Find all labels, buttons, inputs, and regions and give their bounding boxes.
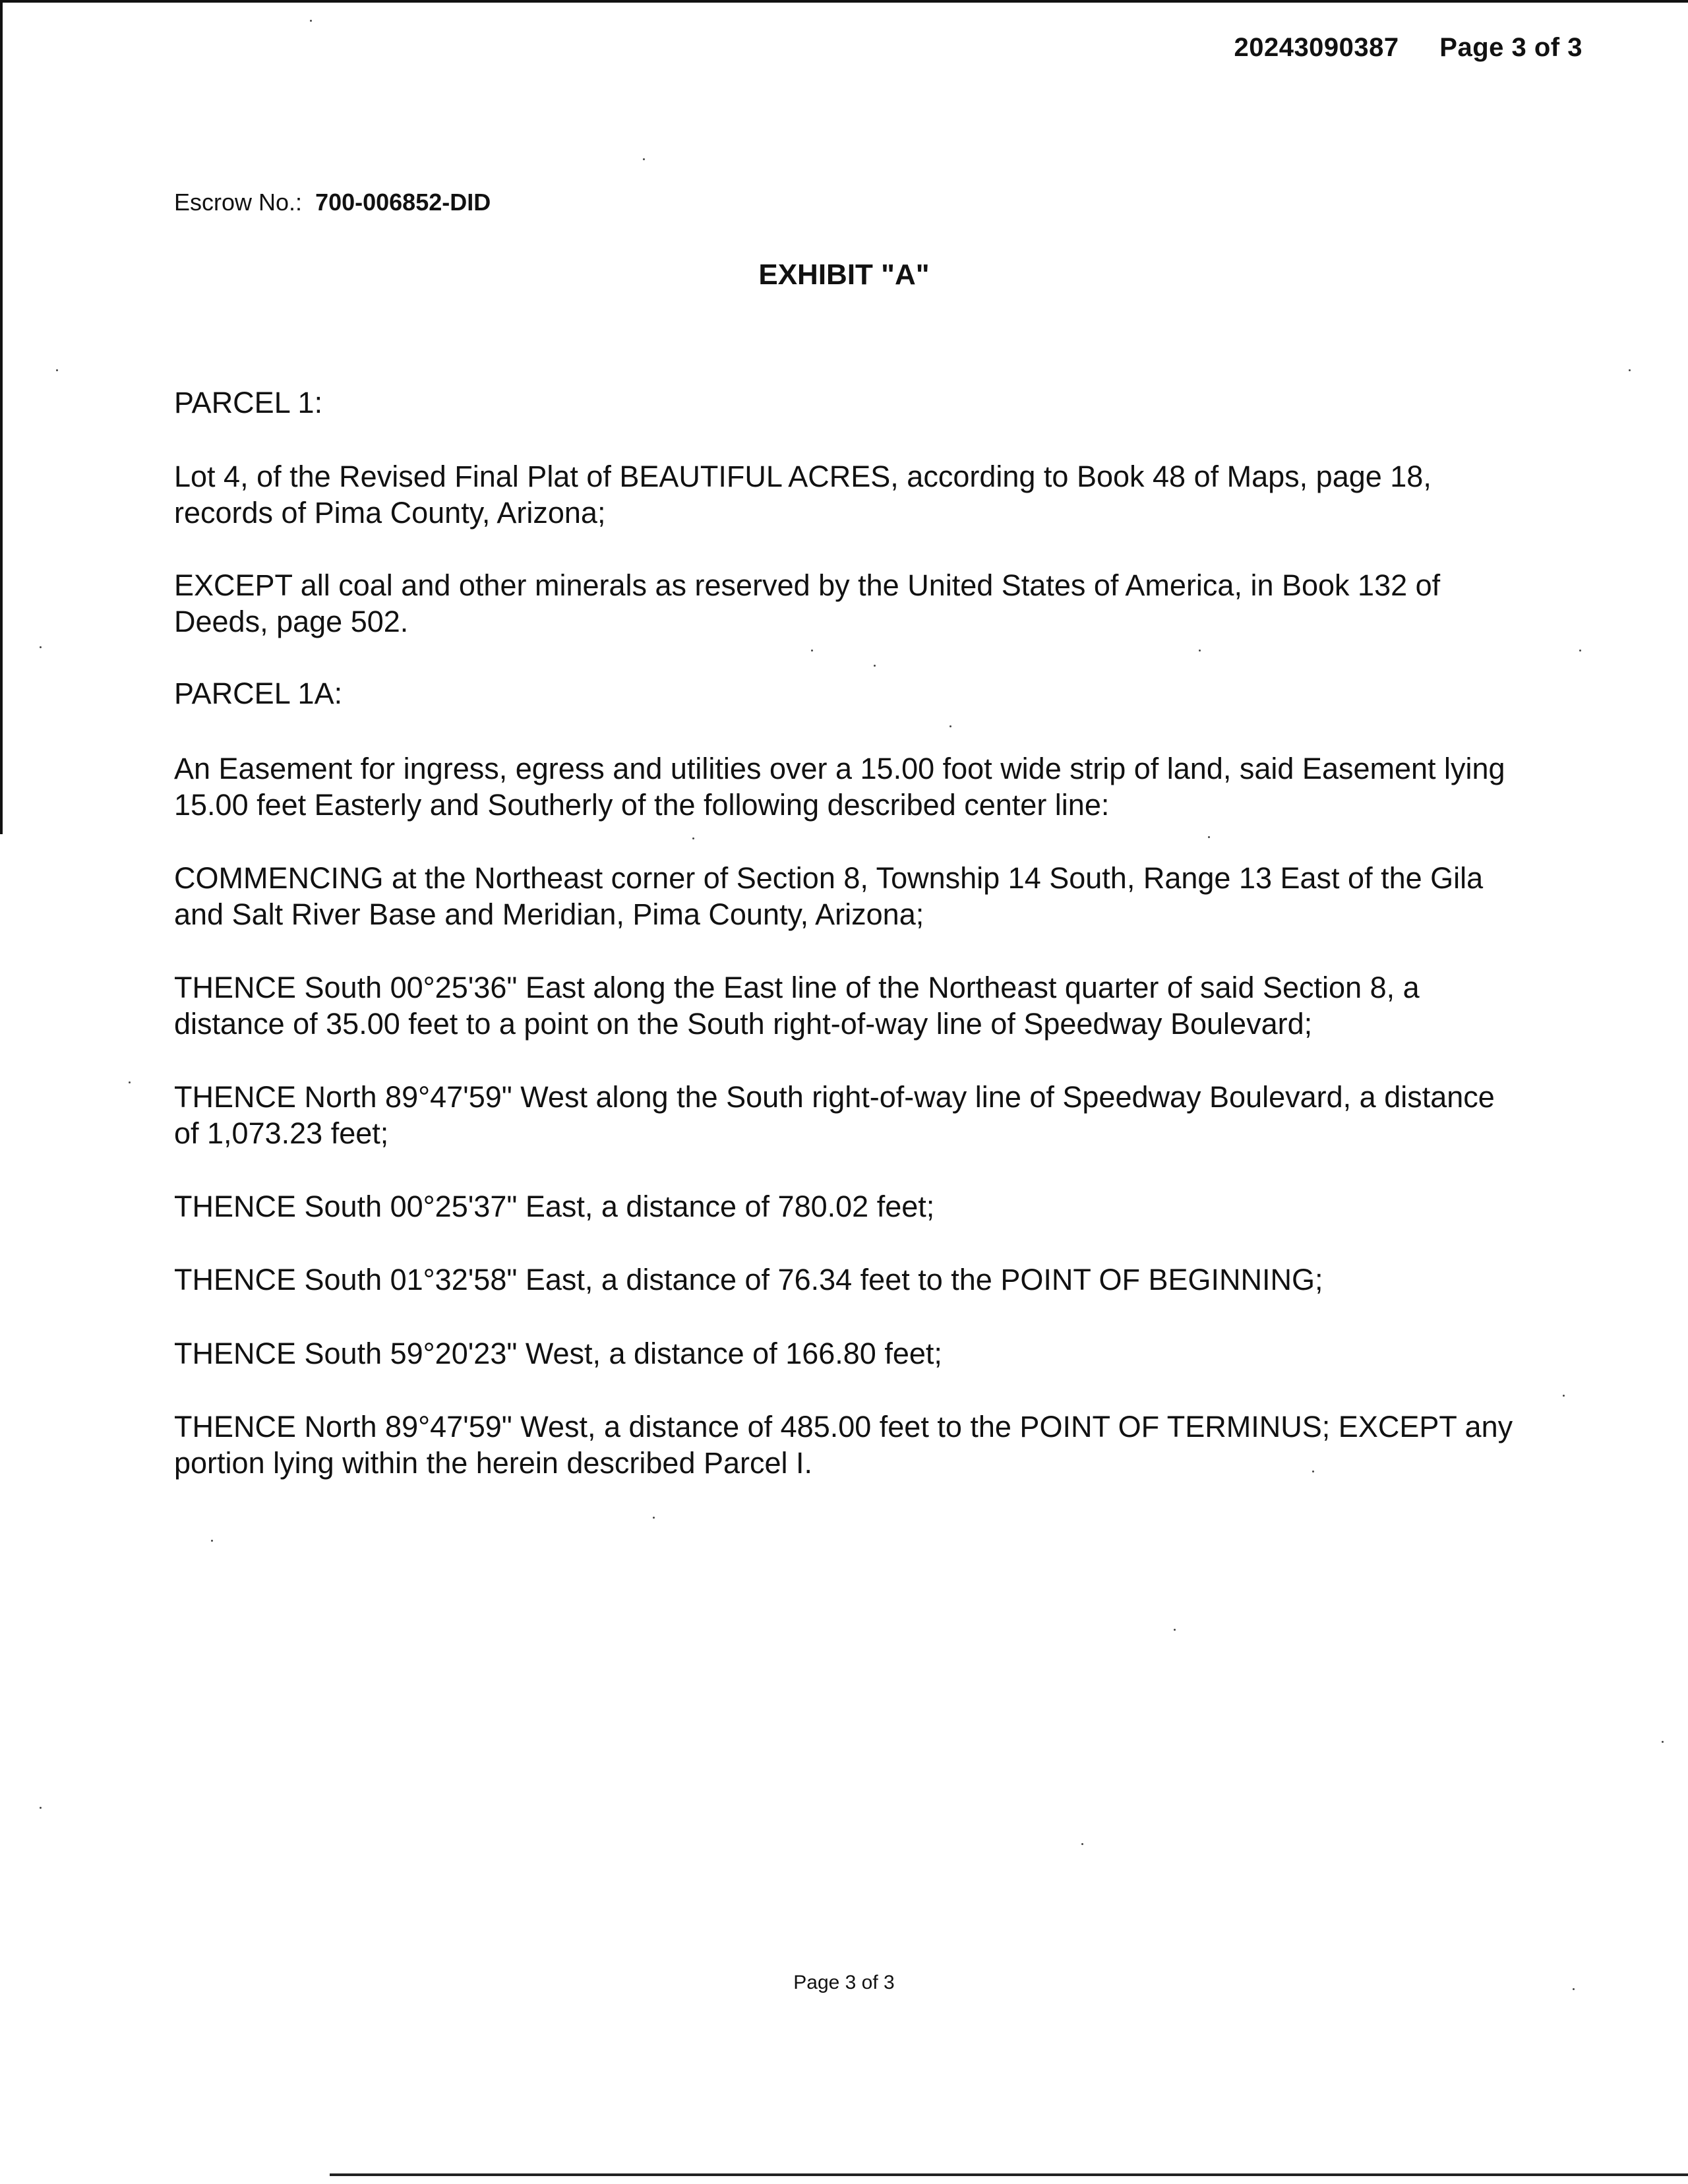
course-6-terminus: THENCE North 89°47'59" West, a distance of 485.00 feet to the POINT OF TERMINUS; EXCEPT any portion lying within the herein described Parcel I. <box>174 1410 1513 1480</box>
recording-header <box>1234 33 1582 63</box>
course-3: THENCE South 00°25'37" East, a distance of 780.02 feet; <box>174 1190 935 1223</box>
scan-speck <box>692 837 694 839</box>
scan-speck <box>310 20 312 22</box>
course-2: THENCE North 89°47'59" West along the South right-of-way line of Speedway Boulevard, a distance of 1,073.23 feet; <box>174 1080 1495 1150</box>
scan-speck <box>1208 836 1210 838</box>
scan-speck <box>950 725 951 727</box>
scan-speck <box>211 1540 213 1542</box>
footer-page-label: Page 3 of 3 <box>793 1972 895 1993</box>
scan-speck <box>874 665 876 667</box>
escrow-line <box>174 189 491 216</box>
scan-speck <box>129 1081 131 1083</box>
parcel-1-description: Lot 4, of the Revised Final Plat of BEAUTIFUL ACRES, according to Book 48 of Maps, page 18, records of Pima County, Arizona; <box>174 460 1432 530</box>
escrow-number: 700-006852-DID <box>315 189 491 216</box>
commencing-call: COMMENCING at the Northeast corner of Section 8, Township 14 South, Range 13 East of the Gila and Salt River Base and Meridian, Pima County, Arizona; <box>174 861 1484 931</box>
scan-speck <box>1174 1629 1176 1631</box>
course-1: THENCE South 00°25'36" East along the East line of the Northeast quarter of said Section 8, a distance of 35.00 feet to a point on the South right-of-way line of Speedway Boulevard; <box>174 971 1420 1041</box>
scan-speck <box>1199 650 1201 652</box>
parcel-1-heading: PARCEL 1: <box>174 386 323 419</box>
scan-speck <box>653 1517 655 1519</box>
scan-speck <box>1573 1988 1575 1990</box>
scan-speck <box>40 1807 42 1809</box>
parcel-1-exception: EXCEPT all coal and other minerals as reserved by the United States of America, in Book 132 of Deeds, page 502. <box>174 568 1441 638</box>
scan-speck <box>40 646 42 648</box>
left-border-line <box>0 0 3 834</box>
course-5: THENCE South 59°20'23" West, a distance of 166.80 feet; <box>174 1337 942 1370</box>
header-page-label: Page 3 of 3 <box>1439 33 1582 62</box>
document-number: 20243090387 <box>1234 33 1399 62</box>
course-4: THENCE South 01°32'58" East, a distance of 76.34 feet to the POINT OF BEGINNING; <box>174 1263 1323 1296</box>
scan-speck <box>1312 1471 1314 1472</box>
escrow-label: Escrow No.: <box>174 189 303 216</box>
parcel-1a-heading: PARCEL 1A: <box>174 677 343 710</box>
scan-speck <box>1081 1843 1083 1845</box>
bottom-border-line <box>330 2173 1688 2176</box>
exhibit-title: EXHIBIT "A" <box>758 258 930 291</box>
scan-speck <box>1563 1395 1565 1397</box>
scan-speck <box>56 369 58 371</box>
scan-speck <box>1629 369 1631 371</box>
top-border-line <box>0 0 1688 3</box>
scan-speck <box>811 650 813 652</box>
scan-speck <box>1579 650 1581 652</box>
easement-description: An Easement for ingress, egress and utilities over a 15.00 foot wide strip of land, said Easement lying 15.00 feet Easterly and Southerly of the following described center line: <box>174 752 1505 822</box>
scan-speck <box>643 158 645 160</box>
scan-speck <box>1662 1741 1664 1743</box>
